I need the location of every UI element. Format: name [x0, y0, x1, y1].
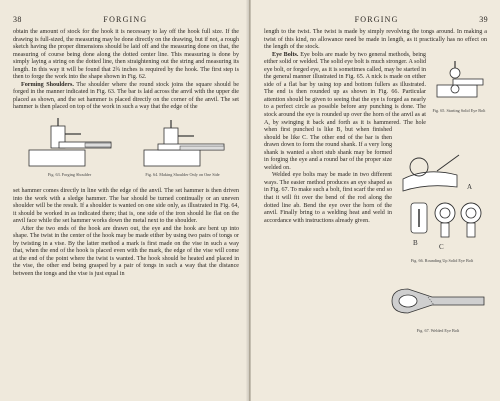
figure-wrap-gap [487, 123, 488, 149]
forming-shoulders-heading: Forming Shoulders. [21, 81, 74, 88]
right-paragraph-2-text: Eye bolts are made by two general methods, being either solid or welded. The solid eye bolt is much stronger. A solid eye bolt, or forged eye, as it is sometimes called, may be started in the general manner illustrated in Fig. 65. A nick is made on either side of a flat bar by using top and bottom fullers as illustrated. The end is then rounded up as shown in Fig. 66. Particular attention should be given to seeing that the eye is forged as nearly to a perfect circle as possible before any punching is done. The stock around the eye is rounded up over the horn of the anvil as at A, by swinging it back and forth as it is hammered. The hole when first punched is like B, but when finished should be like C. The other end of the bar is then drawn down to form the round shank. If a very long shank is wanted a short stub shank may be formed in forging the eye and a round bar of the proper size welded on. [264, 51, 427, 171]
right-page [251, 0, 500, 401]
left-running-title: FORGING [103, 15, 148, 24]
left-running-header [13, 15, 239, 25]
figure-64 [130, 116, 235, 186]
figure-63-caption: Fig. 63. Forging Shoulder [47, 172, 92, 178]
label-c: C [439, 243, 444, 251]
left-paragraph-1: obtain the amount of stock for the hook it is necessary to lay off the hook full size. If the drawing is full-sized, the measuring may be done directly on the drawing, but if not, a rough sketch having the proper dimensions should be laid off and the measuring done on that, the measuring of course being done along the dotted center line. This measuring is done by simply laying a string on the dotted line, then straightening out the string and measuring its length. In this way it will be found that 2¾ inches is required by the hook. The first step is then to forge the work into the shape shown in Fig. 62. [13, 29, 239, 81]
figure-67-drawing [388, 279, 488, 323]
left-paragraph-3: set hammer comes directly in line with the edge of the anvil. The set hammer is then driven into the work with a sledge hammer. The bar should be turned continually or an uneven shoulder will be the result. If a shoulder is wanted on one side only, as illustrated in Fig. 64, it should be worked in as indicated there; that is, one side of the iron should lie flat on the anvil face while the set hammer works down the metal next to the shoulder. [13, 188, 239, 225]
left-figures [13, 116, 239, 186]
label-a: A [467, 183, 473, 191]
left-page-number: 38 [13, 15, 22, 24]
figure-64-caption: Fig. 64. Making Shoulder Only on One Side [145, 172, 220, 178]
figure-64-drawing [138, 116, 228, 172]
figure-67-caption: Fig. 67. Welded Eye Bolt [416, 328, 460, 333]
figure-65-drawing [431, 59, 487, 103]
label-b: B [413, 239, 418, 247]
figure-wrap-gap [487, 267, 488, 279]
left-paragraph-4: After the two ends of the hook are drawn out, the eye and the hook are bent up into shape. The twist in the center of the hook may be made either by using two pairs of tongs or by twisting in a vise. By the latter method a mark is first made on the vise in such a way that, when the end of the hook is placed even with the mark, the edge of the vise will come at the end of the point where the twist is wanted. The hook should be heated and placed in the vise, the other end being grasped by a pair of tongs in such a way that the distance between the tongs and the vise is just equal in [13, 225, 239, 278]
figure-66-caption: Fig. 66. Rounding Up Solid Eye Bolt [410, 258, 474, 263]
figure-66 [396, 149, 488, 267]
left-paragraph-2-text: The shoulder where the round stock joins the square should be forged in the manner indicated in Fig. 63. The bar is laid across the anvil with the upper die placed as shown, and the set hammer is placed directly on the corner of the anvil. The set hammer is then placed on top of the work in such a way that the edge of the [13, 81, 239, 111]
figure-63 [17, 116, 122, 186]
figure-wrap-gap [487, 29, 488, 59]
right-body [264, 29, 488, 333]
figure-63-drawing [25, 116, 115, 172]
left-paragraph-2 [13, 82, 239, 112]
figure-66-drawing [397, 149, 487, 253]
right-running-title: FORGING [354, 15, 399, 24]
right-running-header [264, 15, 488, 25]
figure-65-caption: Fig. 65. Starting Solid Eye Bolt [432, 108, 486, 113]
left-body-text-continued [13, 188, 239, 279]
right-paragraph-3: Welded eye bolts may be made in two different ways. The easier method produces an eye shaped as in Fig. 67. To make such a bolt, first scarf the end so that it will fit over the bend of the rod along the dotted line ab. Bend the eye over the horn of the anvil. Finally bring to a welding heat and weld in accordance with instructions already given. [264, 172, 392, 224]
eye-bolts-heading: Eye Bolts. [272, 51, 299, 58]
right-paragraph-1: length to the twist. The twist is made by simply revolving the tongs around. In making a twist of this kind, no allowance need be made in length, as it practically has no effect on the length of the stock. [264, 29, 487, 51]
right-page-number: 39 [479, 15, 488, 24]
figure-67 [388, 279, 488, 363]
left-body-text [13, 29, 239, 112]
figure-65 [430, 59, 488, 123]
